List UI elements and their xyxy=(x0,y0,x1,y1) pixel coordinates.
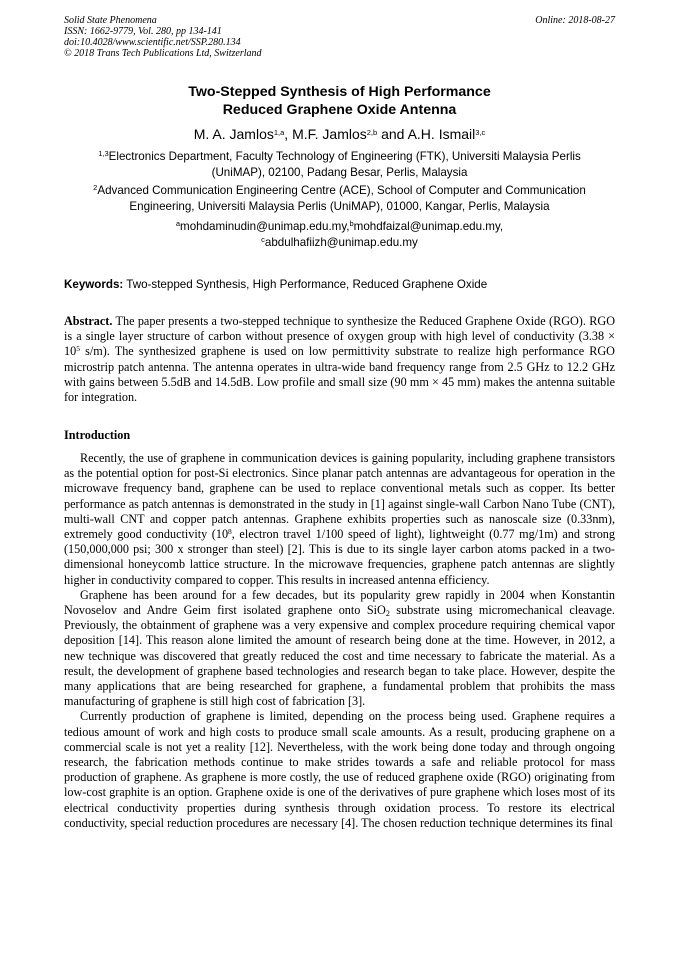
conductivity-exponent: 8 xyxy=(228,527,232,537)
abstract-text-1: The paper presents a two-stepped technique to synthesize the Reduced Graphene Oxide (RGO). RGO is a single layer structure of carbon without presence of oxygen group with high level of conductivity (3.38 × 10 xyxy=(64,314,615,359)
author-3: A.H. Ismail xyxy=(407,126,476,142)
abstract-exponent: 5 xyxy=(76,344,80,354)
author-separator: , xyxy=(284,126,293,142)
affiliation-2 xyxy=(64,183,615,215)
email-c-marker: c xyxy=(261,235,265,244)
author-list xyxy=(64,125,615,143)
affiliation-1-line-2: (UniMAP), 02100, Padang Besar, Perlis, Malaysia xyxy=(211,166,468,179)
intro-paragraph-2 xyxy=(64,588,615,710)
intro-paragraph-1-text-b: , electron travel 1/100 speed of light), lightweight (0.77 mg/1m) and strong (150,000,000 psi; 300 x stronger than steel) [2]. This is due to its single layer carbon atoms packed in a two-dimensional honeycomb lattice structure. In the microwave frequencies, graphene patch antennas are slightly higher in conductivity compared to copper. This results in increased antenna efficiency. xyxy=(64,527,615,587)
keywords xyxy=(64,277,615,292)
email-a-marker: a xyxy=(175,219,181,228)
intro-paragraph-1-text-a: Recently, the use of graphene in communication devices is gaining popularity, including graphene transistors as the potential option for post-Si electronics. Since planar patch antennas are advantageous for operation in the microwave frequency band, graphene can be used to replace conventional metals such as copper. Its better performance as patch antennas is demonstrated in the study in [1] against single-wall Carbon Nano Tube (CNT), multi-wall CNT and copper patch antennas. Graphene exhibits properties such as nanoscale size (0.33nm), extremely good conductivity (10 xyxy=(64,451,615,542)
publication-info xyxy=(64,15,615,59)
author-1-affiliation: 1,a xyxy=(273,128,285,137)
keywords-text: Two-stepped Synthesis, High Performance, Reduced Graphene Oxide xyxy=(123,278,488,291)
doi-line: doi:10.4028/www.scientific.net/SSP.280.134 xyxy=(64,37,241,48)
sio2-subscript: 2 xyxy=(385,609,390,619)
email-b-marker: b xyxy=(349,219,354,228)
intro-paragraph-2-text-b: substrate using micromechanical cleavage. Previously, the obtainment of graphene was a very expensive and complex procedure requiring chemical vapor deposition [14]. This reason alone limited the amount of research being done at the time. However, in 2012, a new technique was discovered that greatly reduced the cost and time necessary to fabricate the material. As a result, the development of graphene based technologies and research began to take place. However, despite the many applications that are being researched for graphene, a fundamental problem that prohibits the mass manufacturing of graphene is still high cost of fabrication [3]. xyxy=(64,603,615,709)
author-separator: and xyxy=(377,126,408,142)
author-2: M.F. Jamlos xyxy=(292,126,367,142)
keywords-label: Keywords: xyxy=(64,278,124,291)
online-date: Online: 2018-08-27 xyxy=(535,15,615,26)
author-3-affiliation: 3,c xyxy=(475,128,486,137)
affiliation-1 xyxy=(64,149,615,181)
author-1: M. A. Jamlos xyxy=(193,126,274,142)
abstract-label: Abstract. xyxy=(64,314,113,328)
abstract xyxy=(64,314,615,405)
publication-header xyxy=(64,15,615,59)
affiliation-1-line-1: Electronics Department, Faculty Technology of Engineering (FTK), Universiti Malaysia Perlis xyxy=(108,150,581,163)
affiliation-2-line-2: Engineering, Universiti Malaysia Perlis (UniMAP), 01000, Kangar, Perlis, Malaysia xyxy=(129,200,550,213)
intro-paragraph-1 xyxy=(64,451,615,588)
issn-line: ISSN: 1662-9779, Vol. 280, pp 134-141 xyxy=(64,26,222,37)
author-emails xyxy=(64,219,615,251)
journal-name: Solid State Phenomena xyxy=(64,15,157,26)
title-line-2: Reduced Graphene Oxide Antenna xyxy=(222,102,457,118)
title-line-1: Two-Stepped Synthesis of High Performance xyxy=(188,84,491,100)
intro-paragraph-3: Currently production of graphene is limited, depending on the process being used. Graphene requires a tedious amount of work and high costs to produce small scale amounts. As a result, producing graphene on a commercial scale is not yet a reality [12]. Nevertheless, with the work being done today and through ongoing research, the fabrication methods continue to make strides towards a safe and reliable protocol for mass production of graphene. As graphene is more costly, the use of reduced graphene oxide (RGO) originating from low-cost graphite is an option. Graphene oxide is one of the derivatives of pure graphene which loses most of its electrical conductivity properties during synthesis through oxidation process. To restore its electrical conductivity, special reduction procedures are necessary [4]. The chosen reduction technique determines its final xyxy=(64,709,615,830)
email-b: mohdfaizal@unimap.edu.my, xyxy=(353,220,504,233)
copyright-line: © 2018 Trans Tech Publications Ltd, Switzerland xyxy=(64,48,262,59)
abstract-text-2: s/m). The synthesized graphene is used on low permittivity substrate to realize high performance RGO microstrip patch antenna. The antenna operates in ultra-wide band frequency range from 2.5 GHz to 12.2 GHz with gains between 5.5dB and 14.5dB. Low profile and small size (90 mm × 45 mm) makes the antenna suitable for integration. xyxy=(64,344,615,405)
introduction-body xyxy=(64,451,615,831)
affiliation-2-marker: 2 xyxy=(93,183,98,192)
intro-paragraph-2-text-a: Graphene has been around for a few decades, but its popularity grew rapidly in 2004 when Konstantin Novoselov and Andre Geim first isolated graphene onto SiO xyxy=(64,587,615,618)
email-c: abdulhafiizh@unimap.edu.my xyxy=(264,236,418,249)
introduction-heading: Introduction xyxy=(64,428,131,442)
affiliation-1-marker: 1,3 xyxy=(98,149,109,158)
author-2-affiliation: 2,b xyxy=(366,128,378,137)
affiliation-2-line-1: Advanced Communication Engineering Centre (ACE), School of Computer and Communication xyxy=(97,184,586,197)
email-a: mohdaminudin@unimap.edu.my, xyxy=(180,220,350,233)
paper-title xyxy=(64,83,615,119)
